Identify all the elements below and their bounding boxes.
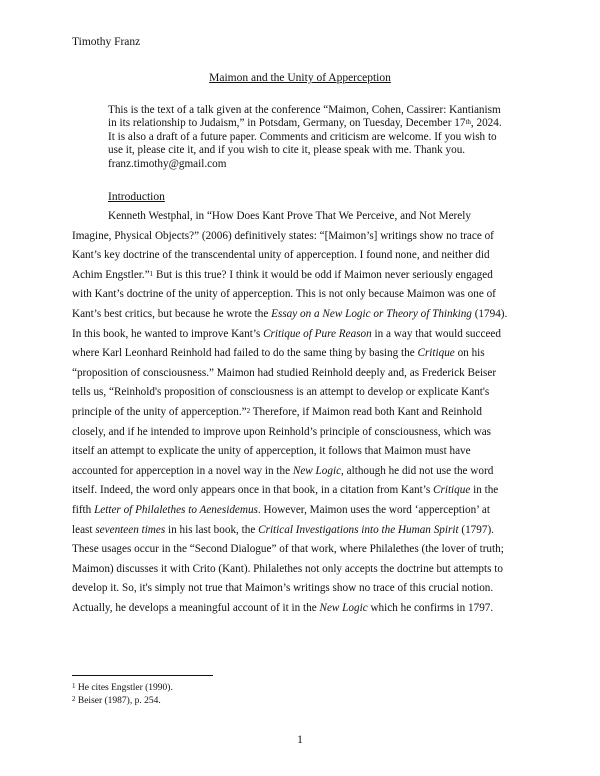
abstract-line: It is also a draft of a future paper. Comments and criticism are welcome. If you wish to [108, 130, 497, 143]
section-heading-introduction: Introduction [108, 191, 165, 203]
body-line [72, 484, 498, 496]
body-text-run: But is this true? I think it would be odd if Maimon never seriously engaged [153, 268, 493, 281]
date-superscript: th [465, 118, 471, 127]
body-line [72, 504, 490, 516]
body-text-run: on his [454, 347, 485, 360]
footnote-1 [72, 683, 173, 693]
body-line [108, 210, 471, 222]
body-text-run: fifth [72, 504, 95, 516]
italic-title: Letter of Philalethes to Aenesidemus [94, 504, 258, 516]
body-text-run: Kant’s best critics, but because he wrote the [72, 308, 272, 320]
body-line [72, 524, 494, 536]
body-text-run: Imagine, Physical Objects?” (2006) definitively states: “[Maimon’s] writings show no trace of [72, 229, 494, 242]
body-text-run: Maimon) discusses it with Crito (Kant). Philalethes not only accepts the doctrine but attempts to [72, 562, 503, 575]
body-text-run: where Karl Leonhard Reinhold had failed to do the same thing by basing the [72, 347, 418, 360]
body-line [72, 406, 482, 418]
running-header-author: Timothy Franz [72, 36, 141, 48]
body-text-run: which he confirms in 1797. [367, 602, 494, 614]
body-line [72, 249, 490, 261]
body-text-run: Actually, he develops a meaningful account of it in the [72, 602, 320, 614]
abstract-line: use it, please cite it, and if you wish to cite it, please speak with me. Thank you. [108, 144, 466, 157]
body-text-run: in a way that would succeed [371, 327, 501, 340]
page-number: 1 [297, 734, 303, 746]
footnote-ref: 1 [149, 269, 154, 278]
body-text-run: itself an attempt to explicate the unity of apperception, it follows that Maimon must have [72, 445, 471, 458]
body-text-run: (1794). [471, 308, 508, 320]
abstract-line-text: in its relationship to Judaism,” in Potsdam, Germany, on Tuesday, December 17 [108, 117, 466, 130]
body-text-run: In this book, he wanted to improve Kant’s [72, 327, 264, 340]
footnote-mark: 2 [72, 695, 76, 703]
body-text-run: itself. Indeed, the word only appears once in that book, in a citation from Kant’s [72, 484, 434, 497]
body-line [72, 288, 496, 300]
body-text-run: (1797). [458, 523, 494, 536]
body-line [72, 563, 503, 575]
body-text-run: accounted for apperception in a novel way in the [72, 464, 293, 477]
footnote-separator [72, 675, 213, 676]
body-line [72, 543, 504, 555]
body-line [72, 465, 493, 477]
body-line [72, 308, 507, 320]
body-text-run: principle of the unity of apperception.” [72, 406, 247, 418]
body-line [72, 269, 493, 281]
italic-title: seventeen times [95, 523, 166, 536]
body-line [72, 426, 491, 438]
footnote-ref: 2 [246, 407, 251, 415]
body-text-run: Kant’s key doctrine of the transcendental unity of apperception. I found none, and neither did [72, 249, 490, 262]
body-text-run: Achim Engstler.” [72, 268, 150, 281]
abstract [108, 104, 516, 171]
body-text-run: , although he did not use the word [341, 464, 494, 477]
author-email: franz.timothy@gmail.com [108, 157, 227, 170]
footnote-text: Beiser (1987), p. 254. [75, 696, 161, 706]
body-text-run: in his last book, the [165, 523, 259, 536]
body-line [72, 328, 501, 340]
italic-title: Critique of Pure Reason [263, 327, 372, 340]
body-line [72, 582, 493, 594]
body-text-run: with Kant’s doctrine of the unity of apperception. This is not only because Maimon was one of [72, 288, 496, 301]
body-line [72, 347, 485, 359]
body-line [72, 386, 489, 398]
body-line [72, 445, 471, 457]
italic-title: Critical Investigations into the Human Spirit [258, 523, 459, 536]
italic-title: Critique [433, 484, 471, 497]
italic-title: New Logic [292, 464, 342, 477]
body-text-run: “proposition of consciousness.” Maimon had studied Reinhold deeply and, as Frederick Beiser [72, 366, 497, 379]
body-text-run: . However, Maimon uses the word ‘apperception’ at [257, 504, 490, 516]
body-text-run: tells us, “Reinhold's proposition of consciousness is an attempt to develop or explicate Kant's [72, 386, 490, 399]
italic-title: Critique [417, 347, 455, 360]
body-line [72, 230, 494, 242]
body-text-run: least [72, 523, 96, 536]
italic-title: New Logic [319, 602, 368, 614]
body-text-run: develop it. So, it's simply not true that Maimon’s writings show no trace of this crucial notion. [72, 582, 494, 595]
footnote-2 [72, 696, 161, 706]
abstract-line [108, 117, 516, 130]
footnote-mark: 1 [72, 682, 76, 690]
body-line [72, 602, 493, 614]
italic-title: Essay on a New Logic or Theory of Thinking [271, 308, 472, 320]
paper-title-text: Maimon and the Unity of Apperception [209, 72, 391, 84]
body-text-run: Therefore, if Maimon read both Kant and Reinhold [250, 406, 482, 418]
paper-title [0, 72, 600, 84]
abstract-line: This is the text of a talk given at the conference “Maimon, Cohen, Cassirer: Kantianism [108, 104, 501, 116]
footnote-text: He cites Engstler (1990). [75, 683, 173, 693]
abstract-date-tail: , 2024. [470, 117, 502, 130]
body-text-run: closely, and if he intended to improve upon Reinhold’s principle of consciousness, which was [72, 425, 492, 438]
body-text-run: These usages occur in the “Second Dialogue” of that work, where Philalethes (the lover of truth; [72, 543, 504, 556]
body-line [72, 367, 496, 379]
body-text-run: Kenneth Westphal, in “How Does Kant Prove That We Perceive, and Not Merely [108, 210, 471, 222]
body-text-run: in the [470, 484, 499, 497]
